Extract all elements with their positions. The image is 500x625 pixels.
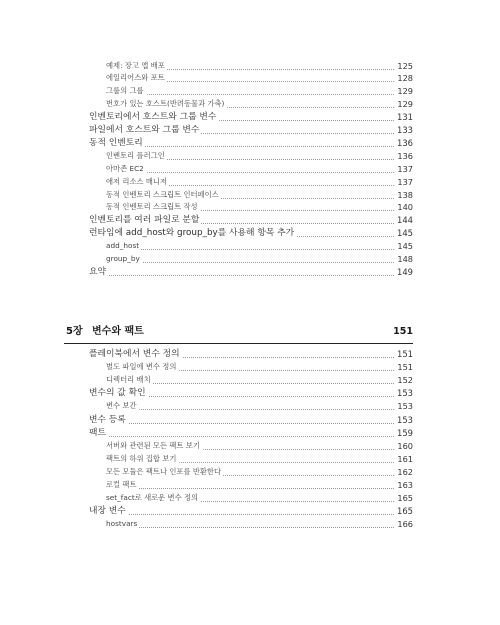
- dot-leader: [89, 423, 410, 424]
- toc-entry[interactable]: [0, 466, 500, 478]
- toc-entry-page: 149: [397, 266, 413, 277]
- toc-entry-page: 138: [397, 189, 413, 200]
- dot-leader: [89, 275, 410, 276]
- dot-leader: [106, 249, 410, 250]
- chapter-page-number: 151: [393, 326, 413, 337]
- toc-entry[interactable]: [0, 85, 500, 97]
- toc-entry-title: 모든 모듈은 팩트나 인포를 반환한다: [106, 466, 222, 476]
- toc-entry-title: 그룹의 그룹: [106, 86, 144, 96]
- toc-entry-title: 아마존 EC2: [106, 163, 144, 173]
- toc-entry-page: 151: [397, 362, 413, 373]
- toc-entry-title: 팩트: [89, 427, 106, 438]
- toc-entry-title: 인벤토리 플러그인: [106, 150, 165, 160]
- toc-entry[interactable]: [0, 124, 500, 136]
- dot-leader: [89, 436, 410, 437]
- toc-entry[interactable]: [0, 240, 500, 252]
- toc-entry[interactable]: [0, 98, 500, 110]
- toc-entry[interactable]: [0, 176, 500, 188]
- toc-entry[interactable]: [0, 374, 500, 386]
- toc-entry-title: 애저 리소스 매니저: [106, 176, 168, 186]
- toc-entry-page: 140: [397, 202, 413, 213]
- toc-entry[interactable]: [0, 60, 500, 72]
- toc-entry-page: 129: [397, 99, 413, 110]
- chapter-title: 변수와 팩트: [92, 326, 144, 337]
- toc-entry-page: 151: [397, 349, 413, 359]
- toc-entry-page: 137: [397, 176, 413, 187]
- toc-entry-page: 144: [397, 215, 413, 226]
- toc-entry-title: 요약: [89, 266, 106, 277]
- toc-entry-title: 디렉터리 배치: [106, 375, 151, 385]
- dot-leader: [106, 488, 410, 489]
- toc-entry-page: 163: [397, 480, 413, 490]
- toc-entry-page: 136: [397, 150, 413, 161]
- toc-entry-page: 128: [397, 73, 413, 84]
- toc-entry-title: 서버와 관련된 모든 팩트 보기: [106, 440, 200, 450]
- toc-entry[interactable]: [0, 266, 500, 278]
- toc-entry-title: 팩트의 하위 집합 보기: [106, 453, 177, 463]
- toc-entry[interactable]: [0, 518, 500, 530]
- toc-entry-page: 133: [397, 125, 413, 135]
- toc-entry[interactable]: [0, 440, 500, 452]
- dot-leader: [89, 514, 410, 515]
- toc-entry[interactable]: [0, 214, 500, 226]
- toc-entry[interactable]: [0, 400, 500, 412]
- toc-entry-page: 125: [397, 60, 413, 71]
- toc-entry-page: 145: [397, 228, 413, 239]
- toc-entry-title: 번호가 있는 호스트(반려동물과 가축): [106, 99, 225, 109]
- toc-entry-page: 148: [397, 254, 413, 264]
- toc-entry-title: 변수 등록: [89, 414, 126, 425]
- toc-entry[interactable]: [0, 227, 500, 239]
- toc-entry-page: 136: [397, 137, 413, 148]
- toc-entry-page: 131: [397, 112, 413, 123]
- toc-entry-page: 153: [397, 401, 413, 412]
- toc-entry[interactable]: [0, 427, 500, 439]
- toc-entry[interactable]: [0, 505, 500, 517]
- toc-entry-page: 162: [397, 466, 413, 477]
- toc-entry[interactable]: [0, 492, 500, 504]
- toc-entry-page: 129: [397, 86, 413, 97]
- toc-entry-title: 인벤토리를 여러 파일로 분할: [89, 215, 200, 226]
- toc-entry-page: 153: [397, 388, 413, 399]
- toc-entry[interactable]: [0, 387, 500, 399]
- toc-entry-title: 변수의 값 확인: [89, 388, 146, 399]
- toc-entry-page: 159: [397, 427, 413, 438]
- toc-entry-title: 내장 변수: [89, 506, 126, 517]
- dot-leader: [106, 262, 410, 263]
- dot-leader: [106, 172, 410, 173]
- dot-leader: [106, 409, 410, 410]
- toc-entry-title: hostvars: [106, 519, 138, 529]
- dot-leader: [106, 94, 410, 95]
- toc-entry[interactable]: [0, 137, 500, 149]
- toc-entry-page: 153: [397, 414, 413, 425]
- chapter-number: 5장: [66, 326, 83, 337]
- chapter-divider: [64, 343, 413, 344]
- toc-entry-title: 플레이북에서 변수 정의: [89, 349, 180, 359]
- toc-entry-page: 161: [397, 453, 413, 464]
- toc-entry-page: 137: [397, 163, 413, 174]
- toc-entry[interactable]: [0, 163, 500, 175]
- toc-entry-title: 동적 인벤토리 스크립트 인터페이스: [106, 189, 219, 199]
- toc-entry-title: 로컬 팩트: [106, 480, 137, 489]
- toc-entry[interactable]: [0, 111, 500, 123]
- toc-entry-page: 160: [397, 440, 413, 451]
- toc-entry-title: 변수 보간: [106, 401, 137, 411]
- toc-entry-title: 런타임에 add_host와 group_by를 사용해 항목 추가: [89, 228, 295, 239]
- toc-entry-page: 145: [397, 241, 413, 252]
- toc-entry-page: 166: [397, 519, 413, 530]
- toc-entry[interactable]: [0, 361, 500, 373]
- toc-entry[interactable]: [0, 201, 500, 213]
- toc-entry-title: 파일에서 호스트와 그룹 변수: [89, 125, 200, 135]
- toc-entry[interactable]: [0, 479, 500, 491]
- toc-entry[interactable]: [0, 72, 500, 84]
- toc-entry[interactable]: [0, 189, 500, 201]
- toc-entry[interactable]: [0, 348, 500, 360]
- toc-entry-title: 예제: 장고 앱 배포: [106, 60, 165, 70]
- toc-entry-title: 동적 인벤토리 스크립트 작성: [106, 202, 198, 212]
- toc-entry-title: set_fact로 새로운 변수 정의: [106, 493, 199, 503]
- toc-entry-title: add_host: [106, 241, 140, 251]
- toc-entry-title: 동적 인벤토리: [89, 137, 143, 148]
- toc-entry-title: 에일리어스와 포트: [106, 73, 165, 83]
- toc-entry[interactable]: [0, 150, 500, 162]
- dot-leader: [106, 527, 410, 528]
- toc-entry-title: 별도 파일에 변수 정의: [106, 362, 177, 372]
- toc-entry[interactable]: [0, 414, 500, 426]
- toc-entry-title: group_by: [106, 254, 140, 263]
- toc-entry-page: 152: [397, 375, 413, 386]
- toc-entry[interactable]: [0, 453, 500, 465]
- toc-entry-page: 165: [397, 493, 413, 504]
- toc-entry[interactable]: [0, 253, 500, 265]
- toc-entry-page: 165: [397, 506, 413, 517]
- chapter-heading[interactable]: [0, 324, 500, 340]
- toc-entry-title: 인벤토리에서 호스트와 그룹 변수: [89, 112, 217, 123]
